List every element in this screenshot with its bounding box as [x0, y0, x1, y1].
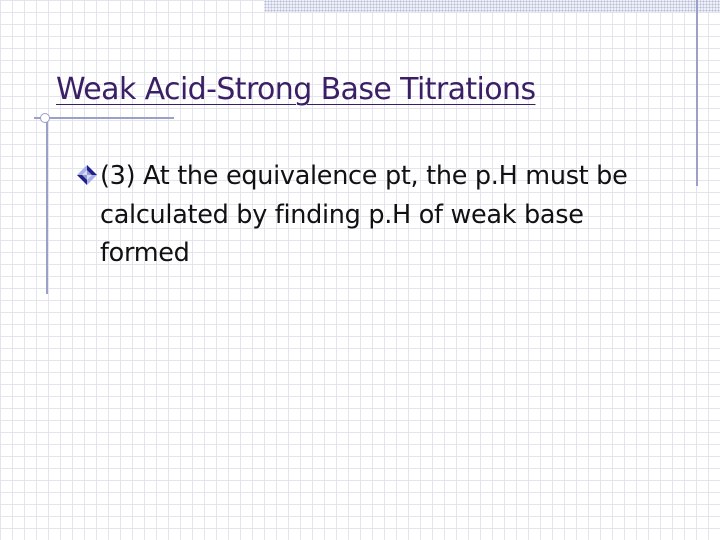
slide-title: Weak Acid-Strong Base Titrations	[56, 72, 536, 107]
bullet-item	[76, 157, 676, 273]
diamond-bullet-icon	[76, 164, 98, 186]
top-decorative-band	[264, 0, 720, 12]
crosshair-ring-icon	[40, 113, 50, 123]
bullet-text: (3) At the equivalence pt, the p.H must be calculated by finding p.H of weak base formed	[100, 161, 628, 268]
right-vertical-rule	[696, 0, 698, 186]
title-underline-rule	[34, 117, 174, 119]
left-vertical-rule	[46, 118, 48, 294]
